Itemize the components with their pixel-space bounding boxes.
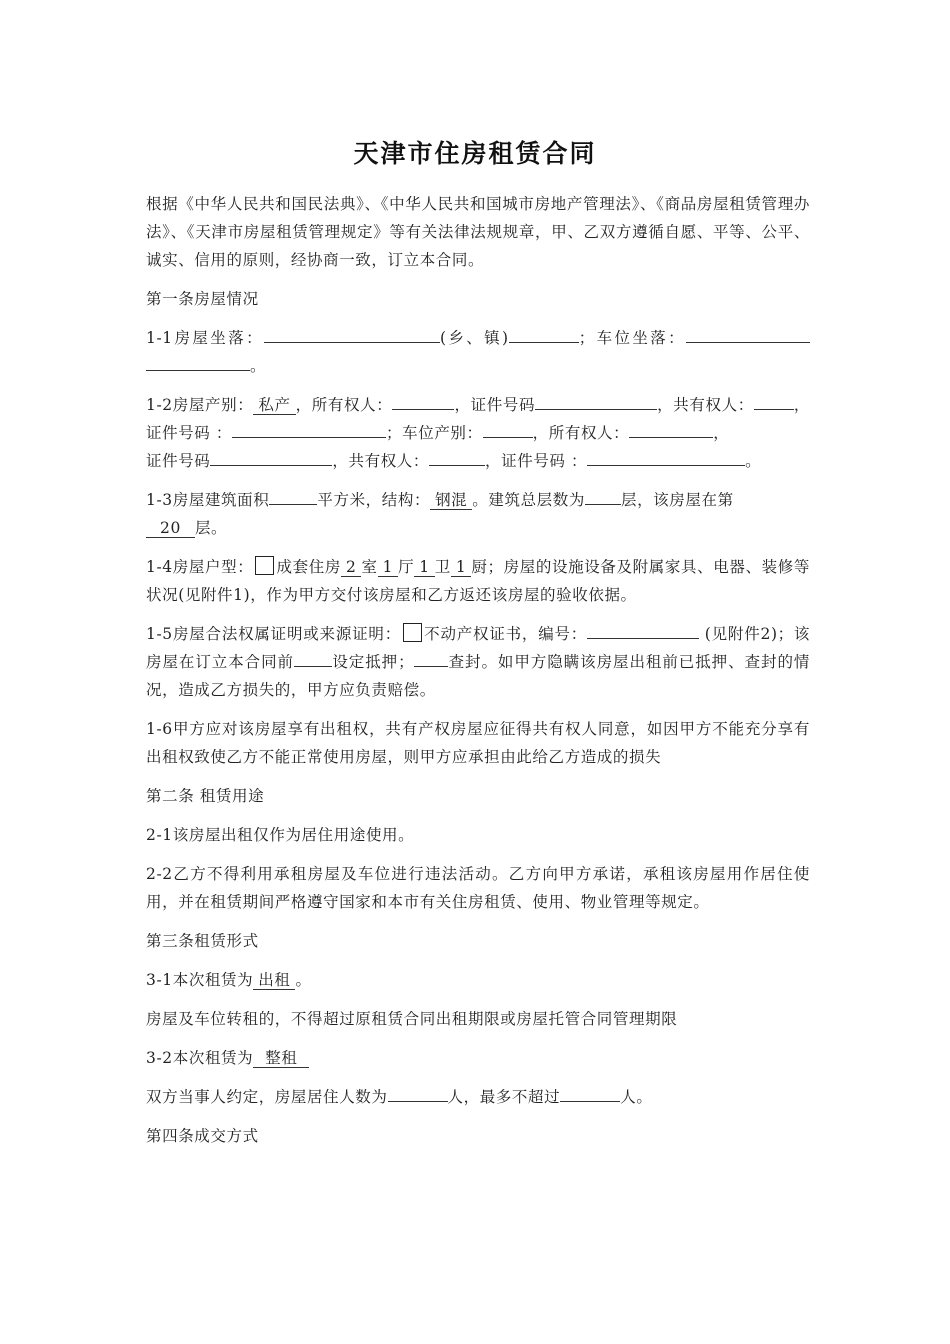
property-type-value[interactable]: 私产 (253, 396, 295, 415)
label: 1-2房屋产别： (146, 396, 254, 414)
label: 。 (295, 971, 312, 989)
label: 厅 (398, 558, 415, 576)
label: ，证件号码 (454, 396, 536, 414)
max-occupants-blank[interactable] (560, 1085, 620, 1102)
label: 成套住房 (276, 558, 341, 576)
contract-body (146, 190, 810, 1161)
occupants-blank[interactable] (388, 1085, 448, 1102)
label: 1-3房屋建筑面积 (146, 491, 270, 509)
parking-co-owner-id-blank[interactable] (587, 449, 745, 466)
seizure-blank[interactable] (414, 650, 448, 667)
label: (见附件2)；该房屋在订立本合同前 (146, 625, 810, 671)
label: 。 (250, 357, 267, 375)
parking-location-blank-2[interactable] (146, 354, 250, 371)
co-owner-blank[interactable] (754, 393, 794, 410)
label: 1-4房屋户型： (146, 558, 254, 576)
label: 3-2本次租赁为 (146, 1049, 254, 1067)
article-1-heading: 第一条房屋情况 (146, 290, 259, 308)
clause-2-2: 2-2乙方不得利用承租房屋及车位进行违法活动。乙方向甲方承诺，承租该房屋用作居住使用，并在租赁期间严格遵守国家和本市有关住房租赁、使用、物业管理等规定。 (146, 865, 810, 911)
article-3-heading: 第三条租赁形式 (146, 932, 259, 950)
label: 人。 (620, 1088, 653, 1106)
label: ；车位坐落： (578, 329, 686, 347)
kitchens-value[interactable]: 1 (451, 558, 471, 577)
label: 卫 (434, 558, 451, 576)
label: 证件号码 (146, 452, 211, 470)
page-title: 天津市住房租赁合同 (353, 139, 597, 168)
structure-value[interactable]: 钢混 (430, 491, 472, 510)
label: ，证件号码 ： (485, 452, 588, 470)
label: 。建筑总层数为 (472, 491, 585, 509)
lease-type-value[interactable]: 出租 (253, 971, 295, 990)
certificate-number-blank[interactable] (587, 622, 699, 639)
label: ， (713, 424, 730, 442)
label: 1-5房屋合法权属证明或来源证明： (146, 625, 401, 643)
area-blank[interactable] (269, 488, 317, 505)
total-floors-blank[interactable] (585, 488, 621, 505)
parking-type-blank[interactable] (483, 421, 533, 438)
label: 层。 (194, 519, 228, 537)
clause-2-1: 2-1该房屋出租仅作为居住用途使用。 (146, 826, 415, 844)
label: 查封。如甲方隐瞒该房屋出租前已抵押、查封的情况，造成乙方损失的，甲方应负责赔偿。 (146, 653, 810, 699)
label: ，共有权人： (332, 452, 430, 470)
occupancy-note (146, 1083, 810, 1111)
checkbox-property-certificate[interactable] (403, 623, 422, 642)
label: 设定抵押； (332, 653, 415, 671)
label: (乡、镇) (439, 329, 509, 347)
label: 人，最多不超过 (447, 1088, 561, 1106)
intro-paragraph: 根据《中华人民共和国民法典》、《中华人民共和国城市房地产管理法》、《商品房屋租赁管理办法》、《天津市房屋租赁管理规定》等有关法律法规规章，甲、乙双方遵循自愿、平等、公平、诚实、信用的原则，经协商一致，订立本合同。 (146, 195, 810, 269)
rooms-value[interactable]: 2 (341, 558, 361, 577)
parking-location-blank[interactable] (686, 326, 810, 343)
owner-blank[interactable] (392, 393, 454, 410)
label: 1-1房屋坐落： (146, 329, 264, 347)
parking-owner-blank[interactable] (629, 421, 713, 438)
halls-value[interactable]: 1 (378, 558, 398, 577)
label: 层，该房屋在第 (620, 491, 734, 509)
clause-1-6: 1-6甲方应对该房屋享有出租权，共有产权房屋应征得共有权人同意，如因甲方不能充分享有出租权致使乙方不能正常使用房屋，则甲方应承担由此给乙方造成的损失 (146, 720, 810, 766)
article-2-heading: 第二条 租赁用途 (146, 787, 265, 805)
clause-1-2 (146, 391, 810, 475)
co-owner-id-blank[interactable] (232, 421, 386, 438)
clause-1-5 (146, 620, 810, 704)
parking-co-owner-blank[interactable] (429, 449, 485, 466)
label: 室 (361, 558, 378, 576)
lease-form-value[interactable]: 整租 (253, 1049, 309, 1068)
label: ，所有权人： (295, 396, 393, 414)
clause-1-3 (146, 486, 810, 542)
clause-3-2 (146, 1044, 810, 1072)
checkbox-complete-unit[interactable] (255, 556, 274, 575)
mortgage-blank[interactable] (294, 650, 332, 667)
clause-1-4 (146, 553, 810, 609)
house-location-blank[interactable] (264, 326, 440, 343)
clause-3-1 (146, 966, 810, 994)
bathrooms-value[interactable]: 1 (414, 558, 434, 577)
article-4-heading: 第四条成交方式 (146, 1127, 259, 1145)
label: ，证件号码 ： (146, 396, 810, 442)
floor-value[interactable]: 20 (146, 519, 195, 538)
label: 双方当事人约定，房屋居住人数为 (146, 1088, 388, 1106)
clause-1-1 (146, 324, 810, 380)
label: 平方米，结构： (317, 491, 431, 509)
label: ；车位产别： (386, 424, 483, 442)
id-number-blank[interactable] (535, 393, 657, 410)
township-blank[interactable] (509, 326, 579, 343)
label: 3-1本次租赁为 (146, 971, 254, 989)
label: 不动产权证书，编号： (423, 625, 588, 643)
label: 厨；房屋的设施设备及附属家具、电器、装修等状况(见附件1)，作为甲方交付该房屋和乙方返还该房屋的验收依据。 (146, 558, 810, 604)
label: ，所有权人： (532, 424, 630, 442)
sublease-note: 房屋及车位转租的，不得超过原租赁合同出租期限或房屋托管合同管理期限 (146, 1010, 678, 1028)
parking-id-blank[interactable] (210, 449, 332, 466)
label: 。 (745, 452, 762, 470)
label: ，共有权人： (657, 396, 754, 414)
